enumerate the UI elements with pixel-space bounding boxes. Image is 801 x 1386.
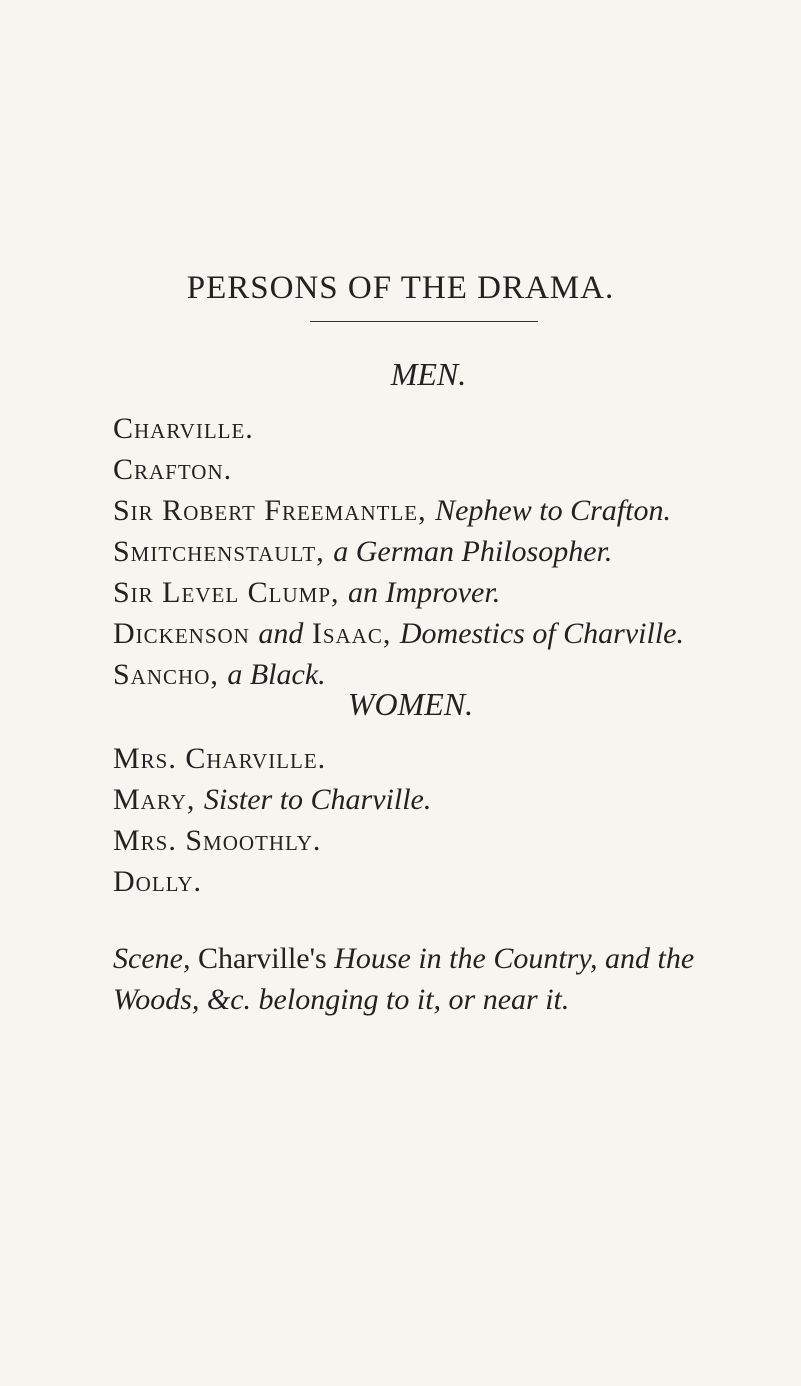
cast-name: Dickenson <box>113 617 250 650</box>
cast-name: Crafton. <box>113 453 233 486</box>
cast-entry-charville <box>113 412 254 446</box>
cast-name: Mrs. Charville. <box>113 742 327 775</box>
scene-description <box>113 938 763 1020</box>
cast-description: a Black. <box>227 658 326 691</box>
cast-description: Nephew to Crafton. <box>435 494 671 527</box>
cast-name: Smitchenstault, <box>113 535 325 568</box>
page-title: PERSONS OF THE DRAMA. <box>186 270 615 306</box>
cast-entry-mrs-charville <box>113 742 326 776</box>
cast-description: a German Philosopher. <box>333 535 613 568</box>
cast-name: Charville. <box>113 412 254 445</box>
men-heading: MEN. <box>390 356 467 392</box>
cast-description: Domestics of Charville. <box>399 617 684 650</box>
scene-owner: Charville's <box>197 942 327 975</box>
cast-name: Sir Robert Freemantle, <box>113 494 427 527</box>
cast-name: Mrs. Smoothly. <box>113 824 322 857</box>
cast-entry-sir-level <box>113 576 500 610</box>
cast-entry-dickenson-isaac <box>113 617 684 651</box>
cast-conjunction: and <box>258 617 304 650</box>
scene-label: Scene, <box>113 942 191 975</box>
cast-name: Sancho, <box>113 658 219 691</box>
cast-name-2: Isaac, <box>311 617 392 650</box>
cast-description: an Improver. <box>348 576 501 609</box>
cast-entry-mary <box>113 783 431 817</box>
scene-place: House in the Country, and the <box>334 942 695 975</box>
cast-entry-sir-robert <box>113 494 671 528</box>
cast-entry-mrs-smoothly <box>113 824 321 858</box>
scene-line-1 <box>113 938 763 979</box>
cast-description: Sister to Charville. <box>203 783 432 816</box>
women-heading: WOMEN. <box>347 686 474 722</box>
cast-name: Dolly. <box>113 865 203 898</box>
scene-line-2: Woods, &c. belonging to it, or near it. <box>113 983 570 1016</box>
cast-name: Mary, <box>113 783 196 816</box>
cast-name: Sir Level Clump, <box>113 576 340 609</box>
cast-entry-smitchenstault <box>113 535 612 569</box>
title-rule <box>310 321 538 322</box>
cast-entry-dolly <box>113 865 202 899</box>
cast-entry-crafton <box>113 453 232 487</box>
